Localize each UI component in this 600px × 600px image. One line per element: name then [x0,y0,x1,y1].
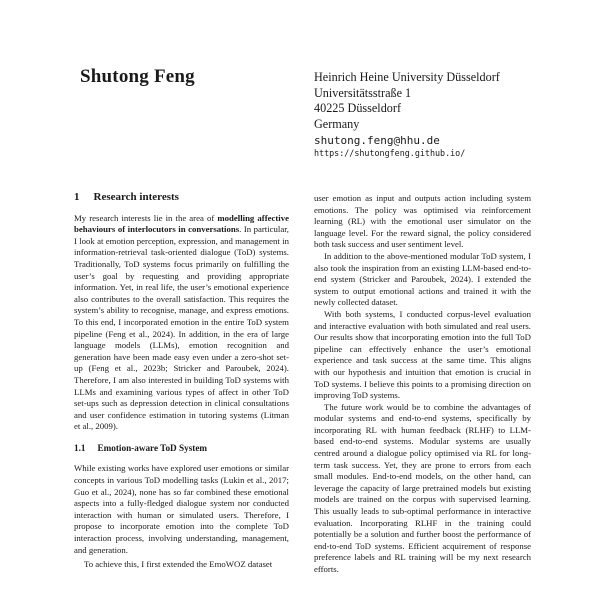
author-name: Shutong Feng [80,66,195,87]
section-title: Research interests [93,191,179,203]
paragraph-text: . In particular, I look at emotion perception, expression, and management in information-retrieval task-oriented dialogue (ToD) systems. Traditionally, ToD systems focus primarily on fulfilling the user’s goal by requesting and providing appropriate information. Yet, in real life, the user’s emotional experience also contributes to the overall satisfaction. This requires the system’s ability to recognise, manage, and express emotions. To this end, I incorporated emotion in the entire ToD system pipeline (Feng et al., 2024). In addition, in the era of large language models (LLMs), emotion recognition and generation have been made easy even under a zero-shot set-up (Feng et al., 2023b; Stricker and Paroubek, 2024). Therefore, I am also interested in building ToD systems with LLMs and examining various types of affect in other ToD set-ups such as depression detection in clinical consultations and user confidence estimation in tutoring systems (Litman et al., 2009). [74,224,289,432]
email-link[interactable]: shutong.feng@hhu.de [314,134,440,147]
city: 40225 Düsseldorf [314,101,401,115]
address-block [314,70,574,132]
subsection-number: 1.1 [74,442,86,453]
paragraph-text: My research interests lie in the area of [74,212,218,223]
street: Universitätsstraße 1 [314,85,412,100]
section-number: 1 [74,191,80,203]
contact-block [314,134,574,159]
body-paragraph: user emotion as input and outputs action including system emotions. The policy was optimised via reinforcement learning (RL) with the emotional user simulator on the language level. For the reward signal, the policy considered both task success and user sentiment level. [314,193,531,250]
subsection-paragraph: While existing works have explored user emotions or similar concepts in various ToD modelling tasks (Lukin et al., 2017; Guo et al., 2024), none has so far combined these emotional aspects into a fully-fledged dialogue system nor conducted interaction with human or simulated users. Therefore, I propose to incorporate emotion into the complete ToD interaction process, involving understanding, management, and generation. [74,463,289,555]
paragraph-emphasis: modelling affective behaviours of interlocutors in conversations [74,212,289,235]
subsection-heading [74,443,289,455]
section-paragraph [74,213,289,433]
body-paragraph: The future work would be to combine the advantages of modular systems and end-to-end systems, specifically by incorporating RL with human feedback (RLHF) to LLM-based end-to-end systems. Modular systems are usually centred around a dialogue policy optimised via RL for long-term task success. Yet, they are prone to errors from each small modules. End-to-end models, on the other hand, can leverage the capacity of large pretrained models but existing models are trained on the corpus with supervised learning. This usually leads to sub-optimal performance in interactive evaluation. Incorporating RLHF in the training could potentially be a solution and further boost the performance of end-to-end ToD systems. Efficient acquirement of response preference labels and RL training will be my next research efforts. [314,401,531,574]
left-column [74,192,289,571]
right-column [314,193,531,576]
subsection-paragraph: To achieve this, I first extended the EmoWOZ dataset [84,559,273,570]
website-link[interactable]: https://shutongfeng.github.io/ [314,148,466,158]
body-paragraph: With both systems, I conducted corpus-level evaluation and interactive evaluation with both simulated and real users. Our results show that incorporating emotion into the full ToD pipeline can effectively enhance the user’s emotional experience and task success at the same time. This aligns with our hypothesis and intuition that emotion is crucial in ToD systems. I believe this points to a promising direction on improving ToD systems. [314,308,531,401]
country: Germany [314,116,360,131]
section-heading [74,192,289,204]
subsection-title: Emotion-aware ToD System [97,442,208,453]
body-paragraph: In addition to the above-mentioned modular ToD system, I also took the inspiration from an existing LLM-based end-to-end system (Stricker and Paroubek, 2024). I extended the system to output emotional actions and trained it with the newly collected dataset. [314,250,531,308]
affiliation: Heinrich Heine University Düsseldorf [314,70,500,84]
